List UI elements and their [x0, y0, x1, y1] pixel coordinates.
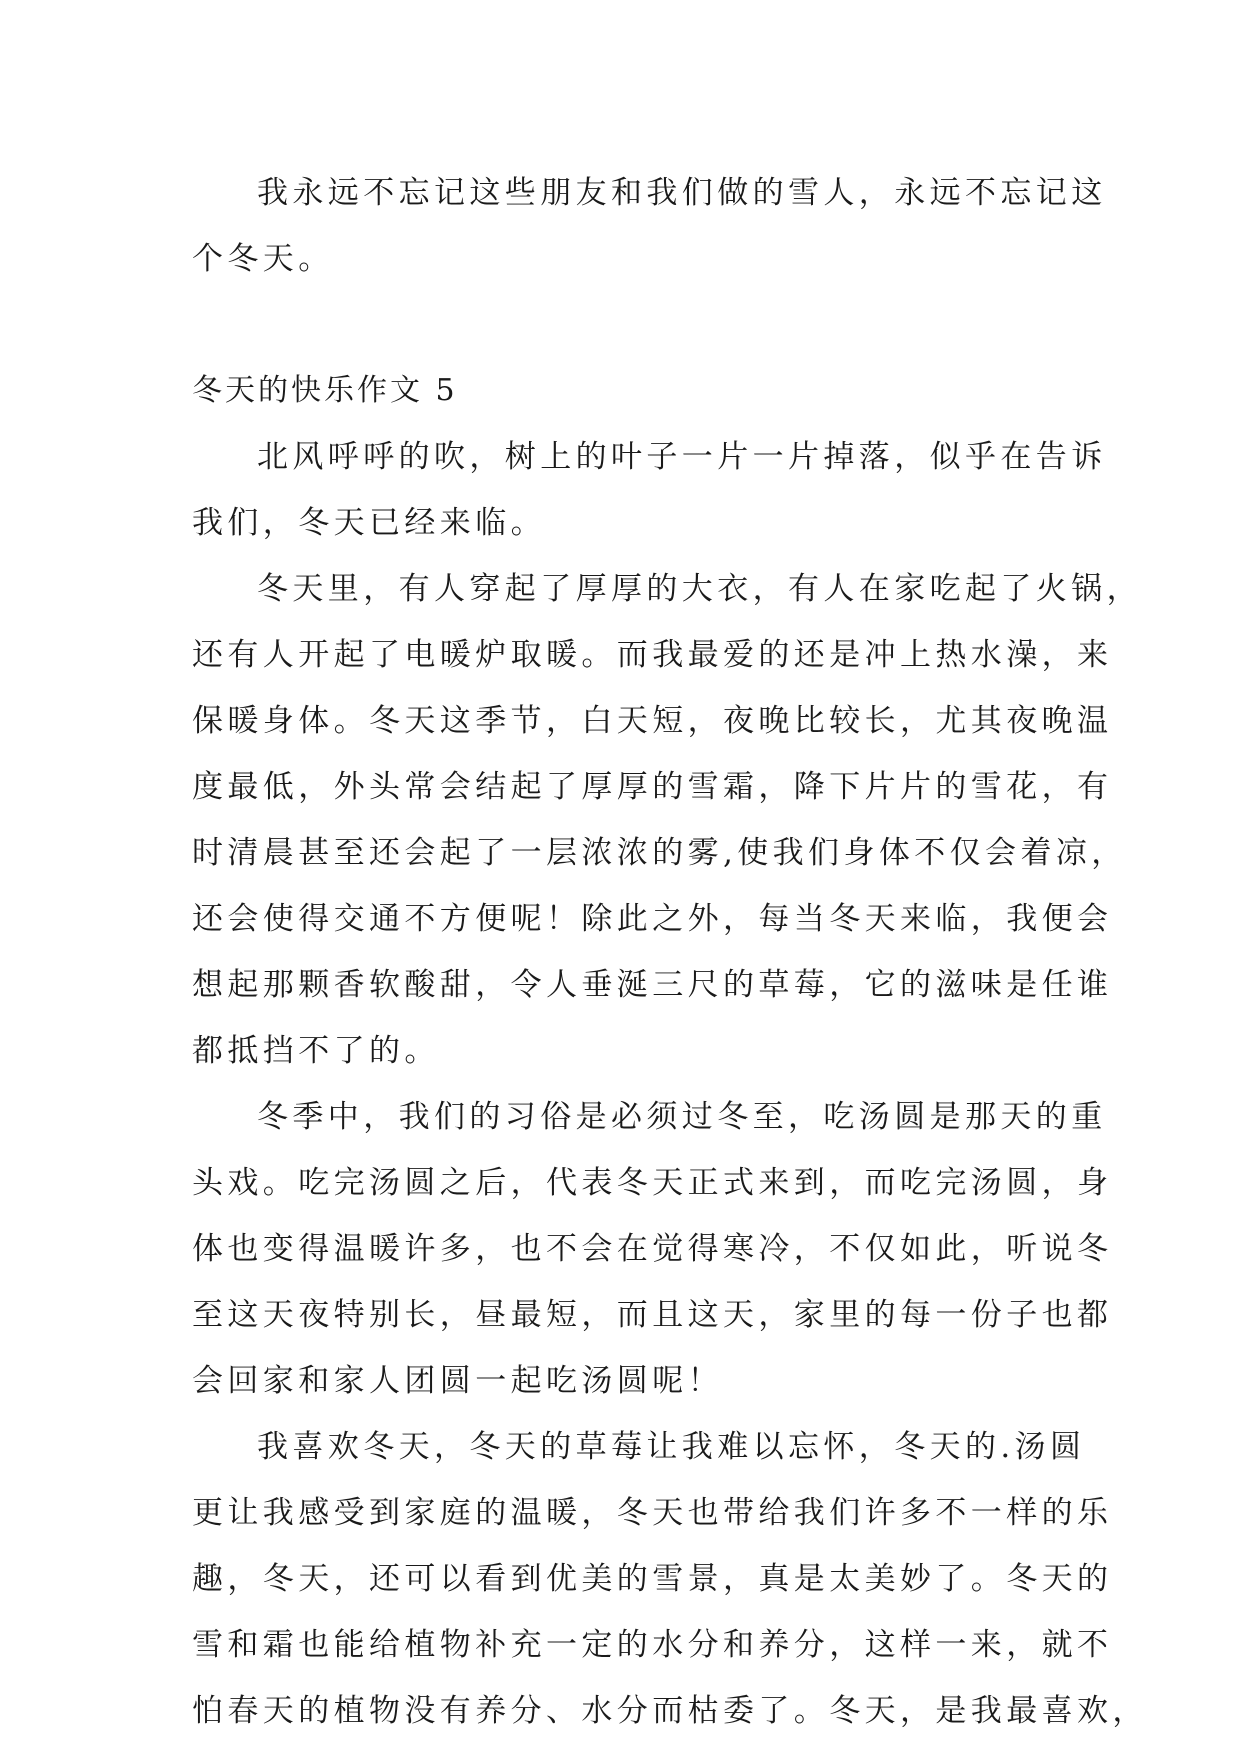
paragraph-4	[192, 1414, 1148, 1744]
text-line: 怕春天的植物没有养分、水分而枯委了。冬天，是我最喜欢，	[192, 1693, 1148, 1729]
text-line: 冬天里，有人穿起了厚厚的大衣，有人在家吃起了火锅，	[257, 571, 1142, 607]
text-line: 会回家和家人团圆一起吃汤圆呢！	[192, 1363, 723, 1399]
text-line: 度最低，外头常会结起了厚厚的雪霜，降下片片的雪花，有	[192, 769, 1113, 805]
text-line: 还会使得交通不方便呢！除此之外，每当冬天来临，我便会	[192, 901, 1113, 937]
paragraph-3	[192, 1084, 1113, 1414]
text-line: 我永远不忘记这些朋友和我们做的雪人，永远不忘记这	[257, 175, 1107, 211]
text-line: 趣，冬天，还可以看到优美的雪景，真是太美妙了。冬天的	[192, 1561, 1113, 1597]
text-line: 雪和霜也能给植物补充一定的水分和养分，这样一来，就不	[192, 1627, 1113, 1663]
text-line: 更让我感受到家庭的温暖，冬天也带给我们许多不一样的乐	[192, 1495, 1113, 1531]
paragraph-intro	[192, 160, 1107, 292]
text-line: 个冬天。	[192, 241, 334, 277]
paragraph-2	[192, 556, 1142, 1084]
text-line: 还有人开起了电暖炉取暖。而我最爱的还是冲上热水澡，来	[192, 637, 1113, 673]
essay-title: 冬天的快乐作文 5	[192, 373, 458, 408]
text-line: 至这天夜特别长，昼最短，而且这天，家里的每一份子也都	[192, 1297, 1113, 1333]
text-line: 冬季中，我们的习俗是必须过冬至，吃汤圆是那天的重	[257, 1099, 1107, 1135]
text-line: 北风呼呼的吹，树上的叶子一片一片掉落，似乎在告诉	[257, 439, 1107, 475]
paragraph-1	[192, 424, 1107, 556]
text-line: 时清晨甚至还会起了一层浓浓的雾,使我们身体不仅会着凉，	[192, 835, 1127, 871]
blank-line	[192, 292, 1052, 358]
text-line: 体也变得温暖许多，也不会在觉得寒冷，不仅如此，听说冬	[192, 1231, 1113, 1267]
text-line: 我喜欢冬天，冬天的草莓让我难以忘怀，冬天的.汤圆	[257, 1429, 1086, 1465]
document-page	[192, 160, 1148, 1744]
text-line: 保暖身体。冬天这季节，白天短，夜晚比较长，尤其夜晚温	[192, 703, 1113, 739]
text-line: 想起那颗香软酸甜，令人垂涎三尺的草莓，它的滋味是任谁	[192, 967, 1113, 1003]
text-line: 头戏。吃完汤圆之后，代表冬天正式来到，而吃完汤圆，身	[192, 1165, 1113, 1201]
text-line: 我们，冬天已经来临。	[192, 505, 546, 541]
text-line: 都抵挡不了的。	[192, 1033, 440, 1069]
